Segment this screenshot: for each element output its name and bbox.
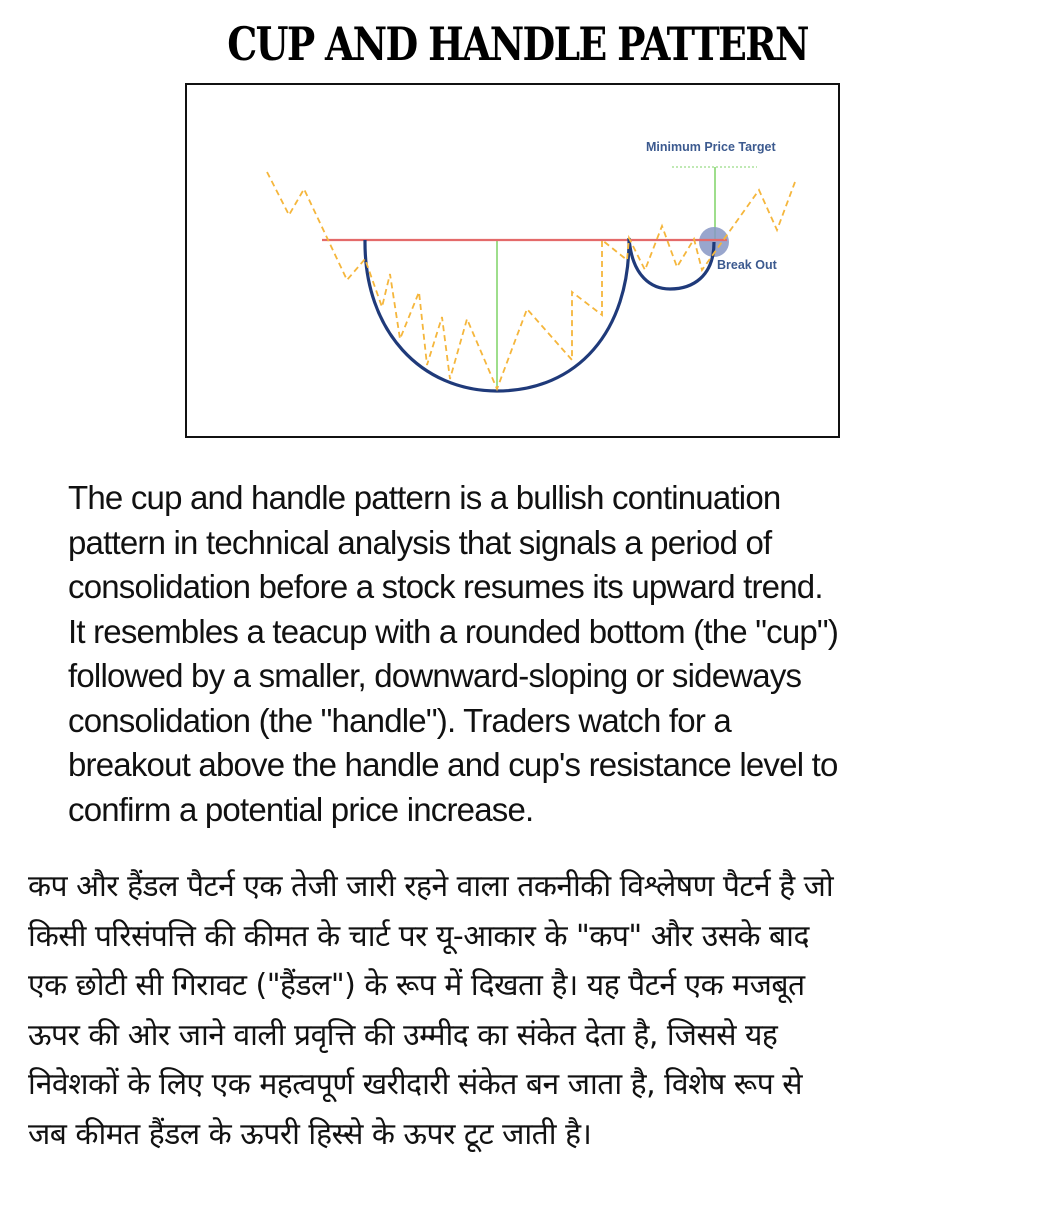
hindi-description — [28, 862, 1018, 1159]
hindi-line: निवेशकों के लिए एक महत्वपूर्ण खरीदारी संकेत बन जाता है, विशेष रूप से — [28, 1067, 803, 1102]
break-out-label: Break Out — [717, 258, 777, 272]
min-price-target-label: Minimum Price Target — [646, 140, 776, 154]
english-line: consolidation before a stock resumes its upward trend. — [68, 568, 823, 605]
hindi-line: एक छोटी सी गिरावट ("हैंडल") के रूप में दिखता है। यह पैटर्न एक मजबूत — [28, 968, 805, 1003]
english-description — [68, 476, 988, 832]
hindi-line: जब कीमत हैंडल के ऊपरी हिस्से के ऊपर टूट जाती है। — [28, 1116, 592, 1152]
english-line: It resembles a teacup with a rounded bottom (the "cup") — [68, 612, 839, 650]
english-line: pattern in technical analysis that signals a period of — [68, 523, 772, 561]
english-line: breakout above the handle and cup's resistance level to — [68, 746, 838, 783]
page-title: CUP AND HANDLE PATTERN — [227, 17, 808, 71]
cup-handle-diagram — [185, 83, 840, 438]
hindi-line: कप और हैंडल पैटर्न एक तेजी जारी रहने वाला तकनीकी विश्लेषण पैटर्न है जो — [28, 869, 834, 904]
hindi-line: किसी परिसंपत्ति की कीमत के चार्ट पर यू-आकार के "कप" और उसके बाद — [28, 918, 809, 954]
hindi-line: ऊपर की ओर जाने वाली प्रवृत्ति की उम्मीद का संकेत देता है, जिससे यह — [28, 1017, 778, 1053]
english-line: consolidation (the "handle"). Traders watch for a — [68, 701, 731, 739]
english-line: followed by a smaller, downward-sloping or sideways — [68, 657, 802, 694]
english-line: The cup and handle pattern is a bullish continuation — [68, 479, 781, 516]
diagram-canvas — [187, 85, 838, 436]
english-line: confirm a potential price increase. — [68, 790, 534, 828]
